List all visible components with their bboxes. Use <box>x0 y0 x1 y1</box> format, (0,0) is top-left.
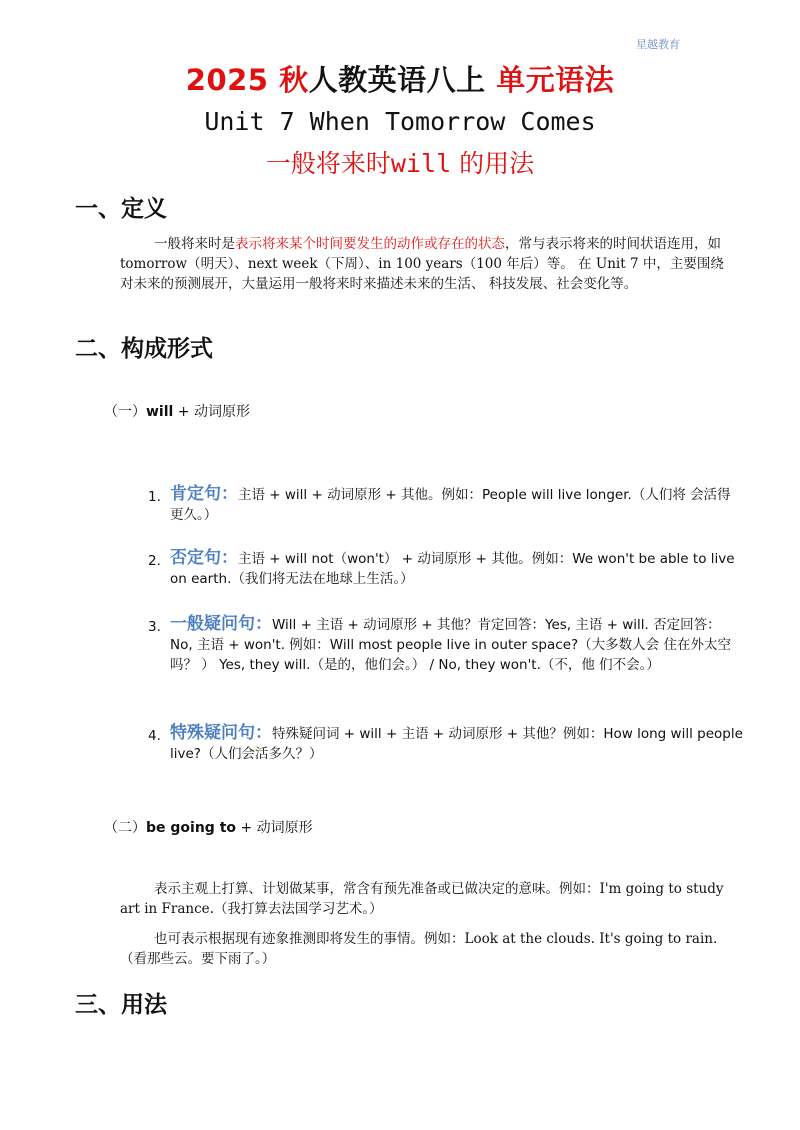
subheading-bgt-prefix: （二） <box>104 820 146 836</box>
list-item <box>148 484 743 525</box>
topic-will: will <box>390 149 452 178</box>
definition-text-a: 一般将来时是 <box>154 236 235 252</box>
list-item-number: 4. <box>148 728 161 744</box>
topic-title <box>0 144 800 180</box>
list-item-keyword: 肯定句： <box>170 484 238 504</box>
subheading-will-main: will <box>146 404 174 420</box>
subheading-be-going-to <box>104 817 313 837</box>
heading-usage: 三、用法 <box>75 991 167 1018</box>
list-item-text: Will + 主语 + 动词原形 + 其他？肯定回答：Yes, 主语 + will. 否定回答：No, 主语 + won't. 例如：Will most people live in outer space?（大多数人会 住在外太空吗？ ） Yes, they will.（是的，他们会。） / No, they won't.（不，他 们不会。） <box>170 617 731 673</box>
subheading-will-prefix: （一） <box>104 404 146 420</box>
topic-cn2: 的用法 <box>451 149 535 178</box>
heading-form: 二、构成形式 <box>75 335 213 362</box>
list-item-keyword: 特殊疑问句： <box>170 723 272 743</box>
list-item-text: 主语 + will + 动词原形 + 其他。例如：People will live longer.（人们将 会活得更久。） <box>170 487 731 523</box>
list-item-keyword: 一般疑问句： <box>170 614 272 634</box>
heading-definition: 一、定义 <box>75 195 167 222</box>
list-item <box>148 548 743 589</box>
definition-paragraph <box>120 234 730 294</box>
list-item <box>148 614 743 675</box>
subheading-will-suffix: + 动词原形 <box>173 404 250 420</box>
list-item <box>148 723 743 764</box>
unit-title: Unit 7 When Tomorrow Comes <box>204 107 596 136</box>
title-tail: 单元语法 <box>496 63 615 97</box>
watermark: 星越教育 <box>636 38 680 51</box>
be-going-to-paragraph-1: 表示主观上打算、计划做某事，常含有预先准备或已做决定的意味。例如：I'm going to study art in France.（我打算去法国学习艺术。） <box>120 881 724 917</box>
list-item-text: 主语 + will not（won't） + 动词原形 + 其他。例如：We won't be able to live on earth.（我们将无法在地球上生活。） <box>170 551 735 587</box>
title-year: 2025 <box>185 63 269 97</box>
definition-text-b: ，常与表示将来的时间状语连用，如 tomorrow（明天）、next week（下周）、in 100 years（100 年后）等。 在 Unit 7 中，主要围绕对未来的预测展开，大量运用一般将来时来描述未来的生活、 科技发展、社会变化等。 <box>120 236 724 292</box>
definition-highlight: 表示将来某个时间要发生的动作或存在的状态 <box>235 236 505 252</box>
topic-cn1: 一般将来时 <box>265 149 391 178</box>
title-season: 秋 <box>279 63 309 97</box>
list-item-text: 特殊疑问词 + will + 主语 + 动词原形 + 其他？例如：How long will people live?（人们会活多久？） <box>170 726 743 762</box>
list-item-number: 3. <box>148 619 161 635</box>
subheading-bgt-suffix: + 动词原形 <box>236 820 313 836</box>
list-item-number: 2. <box>148 553 161 569</box>
list-item-keyword: 否定句： <box>170 548 238 568</box>
title-middle: 人教英语八上 <box>308 63 497 97</box>
page-title <box>0 58 800 99</box>
subheading-will <box>104 401 250 421</box>
list-item-number: 1. <box>148 489 161 505</box>
subheading-bgt-main: be going to <box>146 820 237 836</box>
be-going-to-paragraph-2: 也可表示根据现有迹象推测即将发生的事情。例如：Look at the clouds. It's going to rain.（看那些云。要下雨了。） <box>120 931 718 967</box>
